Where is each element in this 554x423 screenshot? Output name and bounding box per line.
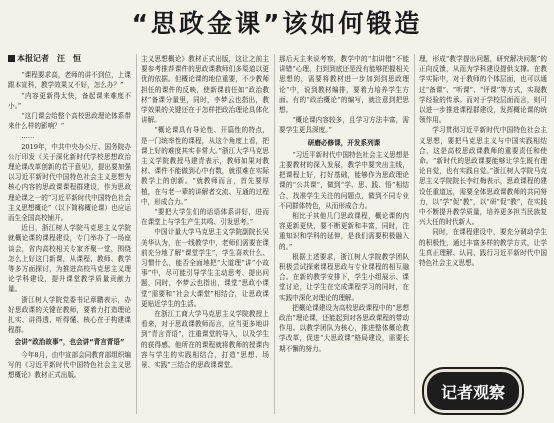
headline: “思政金课”该如何锻造 xyxy=(131,9,423,38)
paragraph: “这门课会给整个高校思政理论体系带来什么样的影响？” xyxy=(8,112,131,131)
paragraph: …… xyxy=(21,132,35,141)
paragraph: 浙江树人学院党委书记章鹏表示，办好思政课的关键在教师，要着力打造理论扎实、讲得透、听得懂、核心在于构建课程群。 xyxy=(8,295,131,335)
paragraph: “课程要求高，老师的讲不到位，上课跟本宣科，教学效果又不好，怎么办？” xyxy=(8,71,131,90)
paragraph: 把概论课建设为高校思政课程中的“思想政治”理论课，还能起到对各思政课程的带动作用。以教学团队为核心，推进整体概论教学改革，促进“大思政课”格局建设，需要长期不懈的努力。 xyxy=(279,303,409,353)
paragraph: 同时，在课程建设中，要充分调动学生的积极性，通过丰富多样的教学方式，让学生真正理解、认同、践行习近平新时代中国特色社会主义思想。 xyxy=(419,228,547,268)
section-heading: 会讲“政治故事”，也会讲“青言青语” xyxy=(14,338,125,347)
paragraph: 相比于其他几门思政课程，概论课的内容更新更快，要不断更新和丰富，同时，注重知识和学科的延伸，是我们需要积极融入的。” xyxy=(279,212,409,251)
byline xyxy=(8,54,131,64)
paragraph: 理，形成“教学提出问题，研究解决问题”的正向反馈，从而为学科建设提供支撑。在教学实际中，对于教师的个体层面，也可以通过“备课”、“听课”、“评课”等方式，实现教学经验的传承。而对于学校层面而言，则可以进一步推进课程群建设，发挥概论课的统领作用。 xyxy=(419,55,547,125)
column-2 xyxy=(141,54,269,414)
paragraph: 那后天主来说考察，教学中的“扣讲错”不能讲错“心理，扫到到底还是没有能够把握相关思想的，需要将教材进一步加到到思政理论”中，说到教材编排，要着力培养学生方面。有的“政治概论”的编写，就注意到把思想。 xyxy=(279,55,409,115)
paragraph: “要把大学生们的话语体系讲好，进而在课堂上与学生产生共鸣、引发思考。” xyxy=(141,208,269,227)
paragraph: 今年8月，由中宣部会同教育部组织编写的《习近平新时代中国特色社会主义思想概论》教材正式出版。 xyxy=(8,350,131,380)
paragraph: 近日，浙江树人学院马克思主义学院就概论课的课程建设，专门举办了一场座谈会，省内高校相关专家齐聚一堂，围绕怎么上好这门新课，从课程、教师、教学等多方面探讨，为推进高校马克思主义理论学科建设，提升课堂教学质量贡献力量。 xyxy=(8,224,131,294)
column-divider xyxy=(274,54,275,414)
paragraph: “概论课内容较多，且学习方法丰富，需要学生更具深度。” xyxy=(279,116,409,135)
paragraph: 中国计量大学马克思主义学院副院长吴美华认为，在一线教学中，老师们需要在课前充分地了解“课堂学生”，学生喜欢什么、习惯什么，能否全面地把“大道理”讲“小故事”中，尽可能引导学生主动思考、提出问题，同时，李梦云也指出，课堂“思政小课堂”需要和“社会大课堂”相结合，让思政课更贴近学生的生活。 xyxy=(141,228,269,308)
section-heading: 研磨必修课，开发系列课 xyxy=(307,138,381,147)
column-divider xyxy=(414,54,415,414)
byline-text: 本报记者 汪 恒 xyxy=(17,54,81,63)
paragraph: “概论课具有导论性、开篇性的特点，是一门统率性的课程，从这个角度上看，把课上好的难度其实非常大。”浙江大学马克思主义学院教授马建青表示，教师如果对教材、课件不能做到心中有数，就很难在实际教学上的创新。“就教师而言，首先要厚植，在与老一辈的讲解者交流、互通的过程中，形成合力。” xyxy=(141,126,269,206)
paragraph: 根据上述要求，浙江树人学院教学团队积极尝试探索课程思政与专业课程的相互融合。在新的教学安排下，学生小组展示、课堂讨论，让学生在完成课程学习的同时，在实践中深化对理论的理解。 xyxy=(279,252,409,302)
paragraph: 学习贯彻习近平新时代中国特色社会主义思想，要把马克思主义与中国实践相结合，这是高校思政课教师的重要责任和使命。“新时代的思政课要能够让学生既有理论自觉，也有实践自觉。”浙江树人学院马克思主义学院院长李红梅表示，思政课程的建设任重道远，需要全体思政课教师的共同努力，以“学”促“教”，以“研”促“教”，在实践中不断提升教学质量，培养更多担当民族复兴大任的时代新人。 xyxy=(419,126,547,227)
column-4 xyxy=(419,54,547,354)
paragraph: “内容更新得太快，备起课来难度不小。” xyxy=(8,91,131,110)
byline-square-icon xyxy=(8,55,15,62)
paragraph: “习近平新时代中国特色社会主义思想是主要教材的深入发展，教学中要突出主线，把课程上好，打好基础，能够作为思政理论课的“公共课”，做到“学、思、践、悟”相结合，找准学生关注的问题点，做到不同专业不同群体特色，从而形成合力。 xyxy=(279,150,409,210)
paragraph: 在浙江工商大学马克思主义学院教授上看来，对于思政课教师而言，应当更多地讲到“青言青语”，注重课堂的导入，以及学生的获得感。他所在的课程就将教师的授课内容与学生的实践相结合，打造“思想、场景、实践”三结合的思政课课堂。 xyxy=(141,310,269,370)
column-1 xyxy=(8,54,131,414)
paragraph: 2019年，中共中央办公厅、国务院办公厅印发《关于深化新时代学校思想政治理论课改革创新的若干意见》，提出要加强以习近平新时代中国特色社会主义思想为核心内容的思政课课程群建设，作为思政理论课之一的“习近平新时代中国特色社会主义思想概论”（以下简称概论课）也应运而生全国高校铺开。 xyxy=(8,142,131,223)
paragraph: 主义思想概论》教材正式出版，这让之前主要参考推荐课件的思政课教师们多渠道以更优的依据。但概论课的地位重要，不少教师担任的课件的反映，使新课前任如“政治教材”备课分量里，同时，李梦云也指出，教学效果的关键还在于怎样把政治理论具体化讲解。 xyxy=(141,55,269,125)
reporter-observation-badge: 记者观察 xyxy=(424,369,522,413)
column-divider xyxy=(136,54,137,414)
column-3 xyxy=(279,54,409,414)
